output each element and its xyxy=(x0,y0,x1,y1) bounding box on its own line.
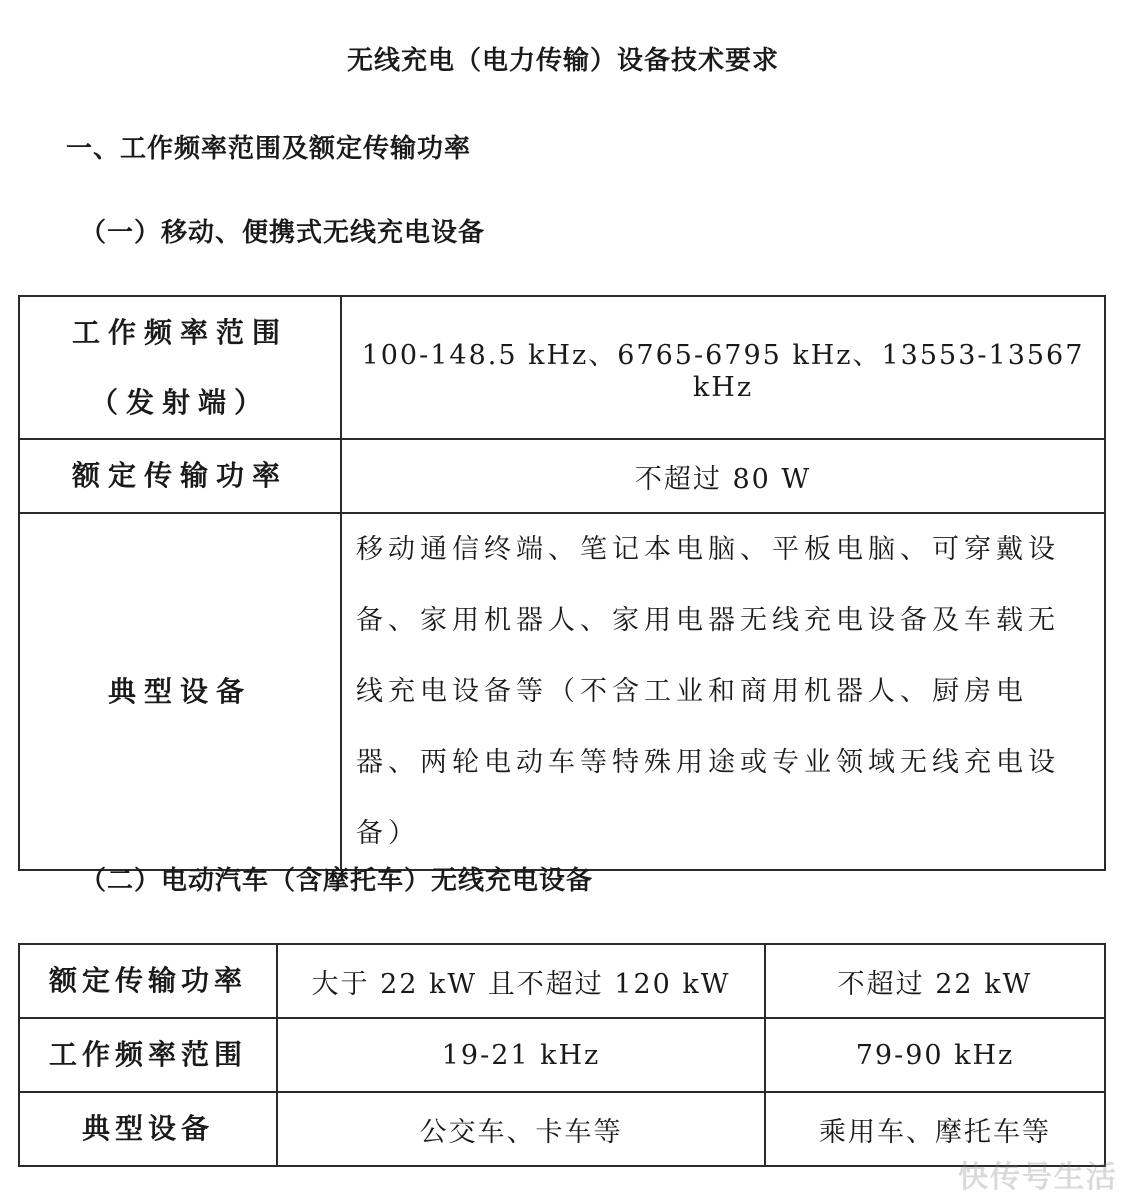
frequency-range-value: 100-148.5 kHz、6765-6795 kHz、13553-13567 kHz xyxy=(341,296,1105,439)
transmitter-label: （发射端） xyxy=(89,385,270,419)
rated-power-label: 额定传输功率 xyxy=(19,439,341,513)
table-row xyxy=(19,1092,1105,1166)
rated-power-value: 不超过 80 W xyxy=(341,439,1105,513)
ev-typical-devices-light: 乘用车、摩托车等 xyxy=(765,1092,1105,1166)
ev-rated-power-heavy: 大于 22 kW 且不超过 120 kW xyxy=(277,944,765,1018)
typical-devices-label: 典型设备 xyxy=(19,513,341,870)
ev-devices-table xyxy=(18,943,1106,1167)
table-row xyxy=(19,439,1105,513)
subsection-portable-heading: （一）移动、便携式无线充电设备 xyxy=(80,218,486,248)
typical-devices-value: 移动通信终端、笔记本电脑、平板电脑、可穿戴设备、家用机器人、家用电器无线充电设备及车载无线充电设备等（不含工业和商用机器人、厨房电器、两轮电动车等特殊用途或专业领域无线充电设备） xyxy=(341,513,1105,870)
ev-rated-power-label: 额定传输功率 xyxy=(19,944,277,1018)
portable-devices-table xyxy=(18,295,1106,871)
frequency-range-label: 工作频率范围 xyxy=(71,315,288,349)
table-row xyxy=(19,296,1105,439)
ev-rated-power-light: 不超过 22 kW xyxy=(765,944,1105,1018)
ev-frequency-range-label: 工作频率范围 xyxy=(19,1018,277,1092)
subsection-ev-heading: （二）电动汽车（含摩托车）无线充电设备 xyxy=(80,866,594,896)
document-title: 无线充电（电力传输）设备技术要求 xyxy=(346,46,779,76)
frequency-range-label-cell xyxy=(19,296,341,439)
ev-typical-devices-heavy: 公交车、卡车等 xyxy=(277,1092,765,1166)
table-row xyxy=(19,944,1105,1018)
ev-frequency-light: 79-90 kHz xyxy=(765,1018,1105,1092)
ev-frequency-heavy: 19-21 kHz xyxy=(277,1018,765,1092)
watermark: 快传号生活 xyxy=(958,1160,1118,1195)
ev-typical-devices-label: 典型设备 xyxy=(19,1092,277,1166)
section-heading: 一、工作频率范围及额定传输功率 xyxy=(66,134,472,164)
table-row xyxy=(19,513,1105,870)
table-row xyxy=(19,1018,1105,1092)
